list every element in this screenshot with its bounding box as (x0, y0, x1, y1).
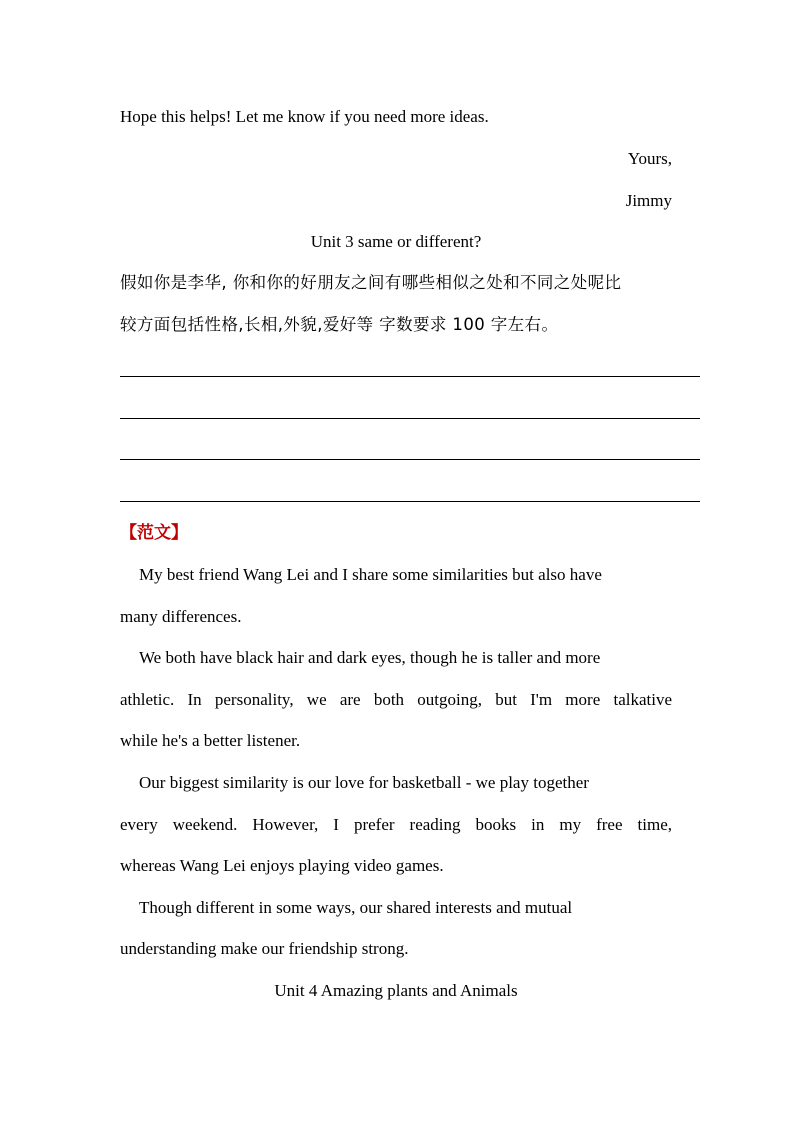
sample-line-10: understanding make our friendship strong. (120, 939, 409, 958)
sample-line-7: every weekend. However, I prefer reading books in my free time, (120, 815, 672, 834)
sample-line-1: My best friend Wang Lei and I share some similarities but also have (139, 565, 602, 584)
letter-signature: Jimmy (625, 191, 672, 210)
unit4-title: Unit 4 Amazing plants and Animals (274, 981, 518, 1000)
letter-closing-line: Hope this helps! Let me know if you need more ideas. (120, 107, 489, 126)
writing-line-1 (120, 376, 700, 377)
writing-line-4 (120, 501, 700, 502)
sample-line-4: athletic. In personality, we are both outgoing, but I'm more talkative (120, 690, 672, 709)
unit3-prompt-line1: 假如你是李华, 你和你的好朋友之间有哪些相似之处和不同之处呢比 (120, 273, 622, 292)
sample-line-9: Though different in some ways, our shared interests and mutual (139, 898, 573, 917)
unit3-prompt-line2: 较方面包括性格,长相,外貌,爱好等 字数要求 100 字左右。 (120, 315, 559, 334)
sample-essay-label: 【范文】 (120, 523, 188, 543)
writing-line-3 (120, 459, 700, 460)
sample-line-3: We both have black hair and dark eyes, though he is taller and more (139, 648, 601, 667)
sample-line-2: many differences. (120, 607, 242, 626)
unit3-title: Unit 3 same or different? (310, 232, 482, 251)
sample-line-8: whereas Wang Lei enjoys playing video games. (120, 856, 444, 875)
letter-sign-off: Yours, (627, 149, 672, 168)
sample-line-6: Our biggest similarity is our love for basketball - we play together (139, 773, 589, 792)
sample-line-5: while he's a better listener. (120, 731, 301, 750)
writing-line-2 (120, 418, 700, 419)
